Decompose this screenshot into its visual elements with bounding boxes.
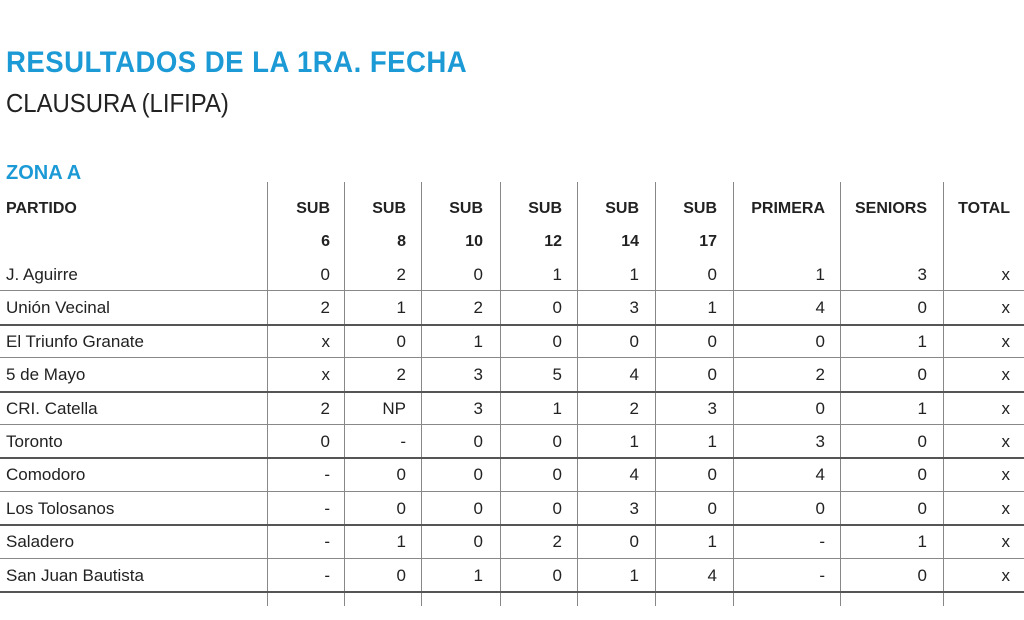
table-cell: 0 (917, 298, 927, 318)
table-cell: 1 (917, 398, 927, 418)
table-cell: 1 (629, 432, 639, 451)
table-cell: 1 (629, 565, 639, 585)
table-cell: 1 (917, 331, 927, 351)
table-cell: 2 (396, 365, 406, 385)
table-cell: 0 (815, 498, 825, 518)
table-cell: 0 (917, 365, 927, 385)
row-divider (0, 457, 1024, 459)
team-name: San Juan Bautista (6, 565, 144, 585)
table-cell: 3 (629, 298, 639, 318)
table-cell: - (819, 532, 825, 552)
table-cell: 3 (815, 432, 825, 451)
zone-label: ZONA A (6, 162, 82, 184)
header-col-8-top: TOTAL (958, 200, 1010, 217)
header-col-3-top: SUB (528, 200, 562, 217)
header-col-5-top: SUB (683, 200, 717, 217)
table-cell: 2 (396, 265, 406, 284)
table-cell: x (1001, 398, 1010, 418)
table-cell: 0 (320, 265, 330, 284)
table-cell: x (1001, 498, 1010, 518)
table-cell: 2 (473, 298, 483, 318)
header-col-1-top: SUB (372, 200, 406, 217)
table-cell: - (819, 565, 825, 585)
table-cell: x (1001, 365, 1010, 385)
table-cell: 2 (320, 298, 330, 318)
table-cell: 1 (396, 298, 406, 318)
table-cell: 3 (473, 398, 483, 418)
table-cell: x (1001, 432, 1010, 451)
table-cell: 1 (552, 265, 562, 284)
team-name: Los Tolosanos (6, 498, 115, 518)
table-cell: - (324, 532, 330, 552)
table-cell: x (321, 331, 330, 351)
table-cell: x (1001, 298, 1010, 318)
column-divider (267, 182, 268, 606)
table-cell: 0 (815, 331, 825, 351)
header-col-2-top: SUB (449, 200, 483, 217)
table-cell: 5 (552, 365, 562, 385)
header-col-2-bottom: 10 (465, 233, 483, 250)
table-cell: 3 (629, 498, 639, 518)
row-divider (0, 558, 1024, 559)
table-cell: 0 (396, 498, 406, 518)
table-cell: 3 (917, 265, 927, 284)
table-cell: 1 (473, 331, 483, 351)
table-cell: 0 (917, 565, 927, 585)
column-divider (943, 182, 944, 606)
table-cell: 0 (917, 498, 927, 518)
table-cell: 0 (396, 331, 406, 351)
table-cell: 1 (707, 532, 717, 552)
table-cell: 3 (707, 398, 717, 418)
header-col-4-bottom: 14 (621, 233, 639, 250)
table-cell: 0 (552, 565, 562, 585)
team-name: CRI. Catella (6, 398, 98, 418)
table-cell: NP (382, 398, 406, 418)
table-cell: 0 (707, 465, 717, 485)
header-col-3-bottom: 12 (544, 233, 562, 250)
table-cell: x (1001, 532, 1010, 552)
table-cell: - (324, 498, 330, 518)
row-divider (0, 324, 1024, 326)
table-cell: 0 (473, 498, 483, 518)
table-cell: 4 (815, 465, 825, 485)
header-col-5-bottom: 17 (699, 233, 717, 250)
table-cell: 0 (552, 331, 562, 351)
team-name: Saladero (6, 532, 75, 552)
table-cell: 0 (473, 432, 483, 451)
table-cell: x (321, 365, 330, 385)
table-cell: 0 (473, 465, 483, 485)
table-cell: 0 (396, 565, 406, 585)
table-cell: 1 (707, 432, 717, 451)
header-col-0-top: SUB (296, 200, 330, 217)
table-cell: 0 (917, 432, 927, 451)
table-cell: 1 (917, 532, 927, 552)
header-partido: PARTIDO (6, 200, 77, 217)
table-cell: - (324, 465, 330, 485)
page-title: RESULTADOS DE LA 1RA. FECHA (6, 46, 468, 79)
table-cell: 0 (396, 465, 406, 485)
table-cell: 0 (707, 365, 717, 385)
table-cell: 0 (815, 398, 825, 418)
table-cell: x (1001, 465, 1010, 485)
table-cell: 0 (552, 298, 562, 318)
table-cell: 4 (629, 465, 639, 485)
table-cell: 4 (629, 365, 639, 385)
table-cell: 0 (707, 265, 717, 284)
page-subtitle: CLAUSURA (LIFIPA) (6, 88, 229, 118)
column-divider (500, 182, 501, 606)
table-cell: 0 (552, 498, 562, 518)
table-cell: 0 (917, 465, 927, 485)
team-name: Comodoro (6, 465, 86, 485)
header-col-7-top: SENIORS (854, 200, 927, 217)
results-table (0, 182, 1024, 606)
header-col-1-bottom: 8 (397, 233, 406, 250)
row-divider (0, 424, 1024, 425)
column-divider (421, 182, 422, 606)
team-name: El Triunfo Granate (6, 331, 144, 351)
team-name: J. Aguirre (6, 265, 78, 284)
table-cell: x (1001, 565, 1010, 585)
team-name: Toronto (6, 432, 63, 451)
row-divider (0, 524, 1024, 526)
table-cell: - (324, 565, 330, 585)
team-name: Unión Vecinal (6, 298, 110, 318)
table-cell: 3 (473, 365, 483, 385)
column-divider (344, 182, 345, 606)
table-cell: 4 (815, 298, 825, 318)
column-divider (655, 182, 656, 606)
table-cell: 2 (629, 398, 639, 418)
header-col-6-top: PRIMERA (751, 200, 825, 217)
table-cell: 0 (320, 432, 330, 451)
table-cell: 1 (629, 265, 639, 284)
row-divider (0, 290, 1024, 291)
table-cell: 2 (815, 365, 825, 385)
table-cell: x (1001, 265, 1010, 284)
table-cell: - (400, 432, 406, 451)
row-divider (0, 357, 1024, 358)
table-cell: 0 (707, 498, 717, 518)
table-cell: 0 (552, 432, 562, 451)
row-divider (0, 391, 1024, 393)
table-cell: 1 (707, 298, 717, 318)
table-cell: 0 (707, 331, 717, 351)
header-col-0-bottom: 6 (321, 233, 330, 250)
table-cell: 1 (552, 398, 562, 418)
table-cell: 1 (473, 565, 483, 585)
team-name: 5 de Mayo (6, 365, 86, 385)
column-divider (840, 182, 841, 606)
table-cell: x (1001, 331, 1010, 351)
column-divider (577, 182, 578, 606)
table-cell: 0 (473, 265, 483, 284)
table-cell: 0 (629, 331, 639, 351)
table-cell: 0 (473, 532, 483, 552)
row-divider (0, 491, 1024, 492)
column-divider (733, 182, 734, 606)
table-cell: 4 (707, 565, 717, 585)
row-divider (0, 591, 1024, 593)
table-cell: 2 (320, 398, 330, 418)
table-cell: 0 (629, 532, 639, 552)
header-col-4-top: SUB (605, 200, 639, 217)
table-cell: 0 (552, 465, 562, 485)
table-cell: 1 (396, 532, 406, 552)
table-cell: 2 (552, 532, 562, 552)
table-cell: 1 (815, 265, 825, 284)
